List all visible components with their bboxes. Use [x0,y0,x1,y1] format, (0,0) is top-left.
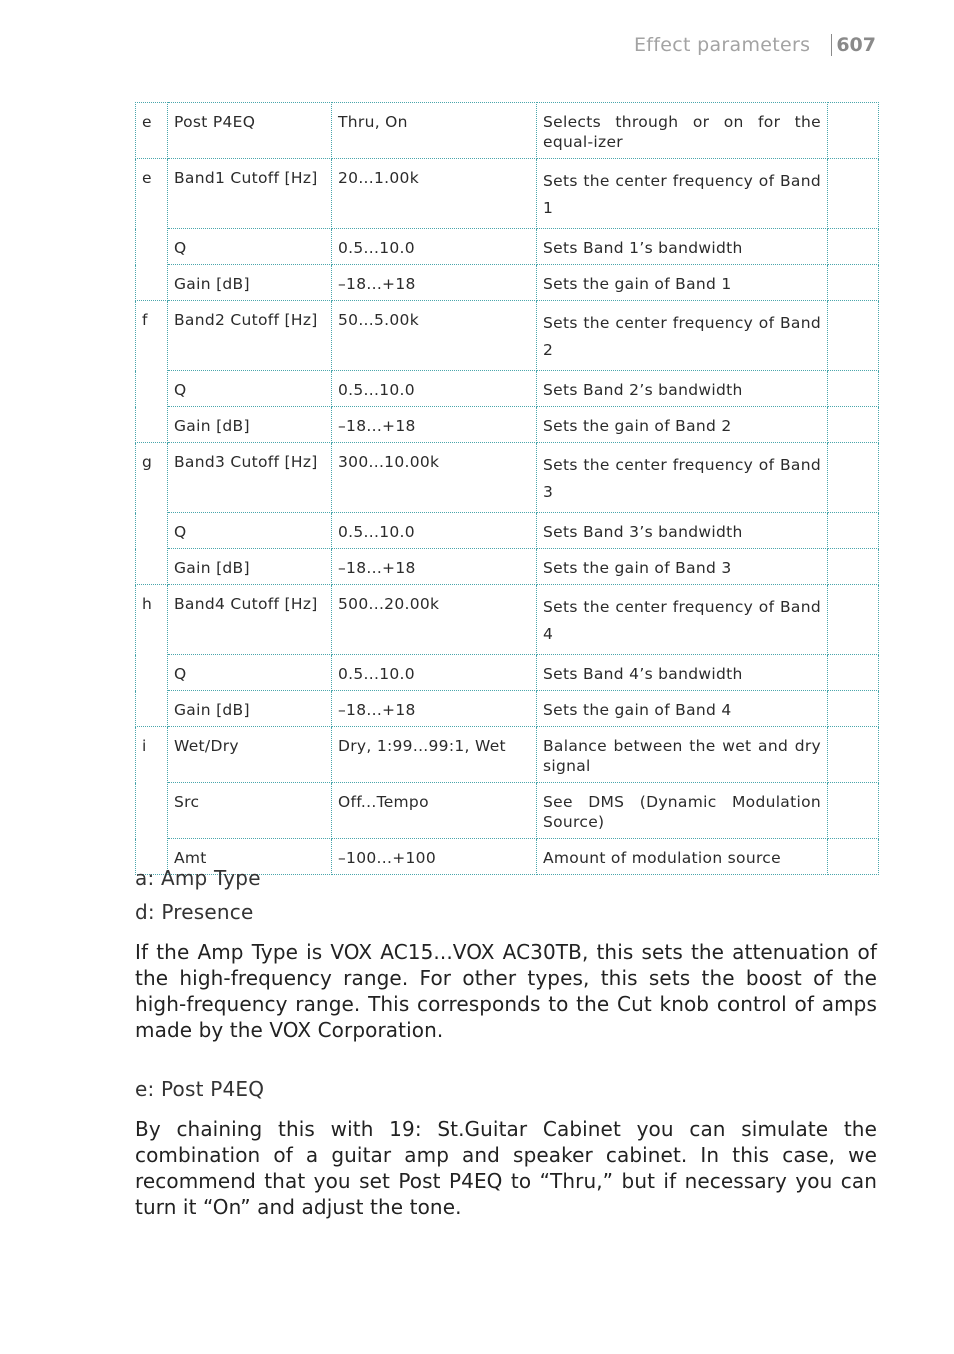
empty-cell [828,407,879,443]
param-description: Sets the center frequency of Band 1 [537,159,828,229]
param-description: Sets the center frequency of Band 4 [537,585,828,655]
param-range: Off...Tempo [332,783,537,839]
param-name: Q [168,371,332,407]
table-row [136,727,879,783]
param-name: Gain [dB] [168,549,332,585]
param-range: –100...+100 [332,839,537,875]
param-name: Band3 Cutoff [Hz] [168,443,332,513]
param-range: 0.5...10.0 [332,513,537,549]
empty-cell [828,783,879,839]
param-range: 500...20.00k [332,585,537,655]
empty-cell [828,549,879,585]
param-description: Amount of modulation source [537,839,828,875]
param-range: 20...1.00k [332,159,537,229]
param-range: Thru, On [332,103,537,159]
param-range: –18...+18 [332,407,537,443]
param-id: h [136,585,168,727]
empty-cell [828,229,879,265]
param-id: e [136,103,168,159]
param-name: Gain [dB] [168,407,332,443]
param-id: e [136,159,168,301]
param-name: Q [168,655,332,691]
table-row [136,691,879,727]
param-range: 300...10.00k [332,443,537,513]
param-name: Gain [dB] [168,265,332,301]
param-description: Sets the gain of Band 2 [537,407,828,443]
param-name: Band1 Cutoff [Hz] [168,159,332,229]
param-name: Src [168,783,332,839]
table-row [136,159,879,229]
table-row [136,783,879,839]
table-row [136,655,879,691]
empty-cell [828,691,879,727]
param-id: f [136,301,168,443]
param-range: –18...+18 [332,265,537,301]
post-p4eq-paragraph: By chaining this with 19: St.Guitar Cabinet you can simulate the combination of a guitar amp and speaker cabinet. In this case, we recommend that you set Post P4EQ to “Thru,” but if necessary you can turn it “On” and adjust the tone. [135,1117,877,1219]
param-range: 0.5...10.0 [332,229,537,265]
param-name: Band4 Cutoff [Hz] [168,585,332,655]
empty-cell [828,159,879,229]
table-row [136,229,879,265]
param-range: –18...+18 [332,691,537,727]
page-number: 607 [836,34,876,56]
table-row [136,585,879,655]
param-description: Sets the center frequency of Band 3 [537,443,828,513]
empty-cell [828,513,879,549]
parameter-table [135,102,879,875]
table-row [136,103,879,159]
param-description: Sets the center frequency of Band 2 [537,301,828,371]
param-description: Selects through or on for the equal-izer [537,103,828,159]
param-range: 50...5.00k [332,301,537,371]
param-description: Sets the gain of Band 4 [537,691,828,727]
param-name: Amt [168,839,332,875]
param-description: Sets Band 4’s bandwidth [537,655,828,691]
param-id: i [136,727,168,875]
empty-cell [828,585,879,655]
post-p4eq-heading: e: Post P4EQ [135,1077,265,1101]
param-name: Band2 Cutoff [Hz] [168,301,332,371]
table-row [136,265,879,301]
param-range: Dry, 1:99...99:1, Wet [332,727,537,783]
param-name: Wet/Dry [168,727,332,783]
param-description: See DMS (Dynamic Modulation Source) [537,783,828,839]
amp-type-heading: a: Amp Type [135,866,261,890]
param-name: Gain [dB] [168,691,332,727]
empty-cell [828,301,879,371]
table-row [136,549,879,585]
empty-cell [828,371,879,407]
table-row [136,513,879,549]
table-row [136,301,879,371]
param-name: Q [168,513,332,549]
table-row [136,443,879,513]
param-range: –18...+18 [332,549,537,585]
table-row [136,407,879,443]
running-title: Effect parameters [634,34,811,56]
presence-heading: d: Presence [135,900,254,924]
param-description: Sets the gain of Band 1 [537,265,828,301]
param-description: Sets Band 2’s bandwidth [537,371,828,407]
empty-cell [828,265,879,301]
empty-cell [828,443,879,513]
presence-paragraph: If the Amp Type is VOX AC15...VOX AC30TB, this sets the attenuation of the high-frequency range. For other types, this sets the boost of the high-frequency range. This corresponds to the Cut knob control of amps made by the VOX Corporation. [135,940,877,1042]
param-id: g [136,443,168,585]
param-range: 0.5...10.0 [332,371,537,407]
param-range: 0.5...10.0 [332,655,537,691]
param-description: Sets Band 1’s bandwidth [537,229,828,265]
param-description: Sets Band 3’s bandwidth [537,513,828,549]
param-name: Q [168,229,332,265]
param-description: Balance between the wet and dry signal [537,727,828,783]
param-description: Sets the gain of Band 3 [537,549,828,585]
empty-cell [828,103,879,159]
empty-cell [828,655,879,691]
page-header [634,32,876,58]
empty-cell [828,727,879,783]
header-separator [831,34,832,56]
param-name: Post P4EQ [168,103,332,159]
table-row [136,371,879,407]
